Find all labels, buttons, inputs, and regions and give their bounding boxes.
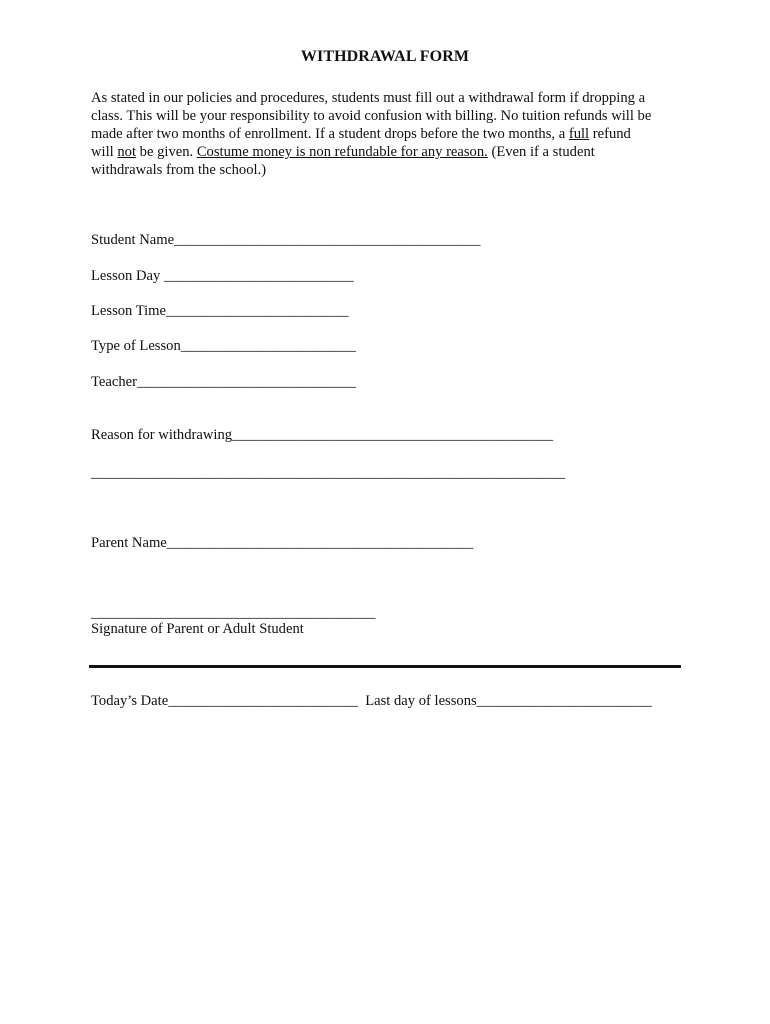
teacher-field[interactable]: Teacher______________________________ [91, 374, 356, 390]
intro-line-1: As stated in our policies and procedures, students must fill out a withdrawal form if dropping a [91, 90, 646, 106]
lesson-time-field[interactable]: Lesson Time_________________________ [91, 303, 349, 319]
intro-costume-notice: Costume money is non refundable for any reason. [196, 144, 488, 160]
last-day-of-lessons-field[interactable]: Last day of lessons________________________ [365, 693, 652, 709]
type-of-lesson-field[interactable]: Type of Lesson________________________ [91, 338, 356, 354]
intro-full-emphasis: full [568, 126, 590, 142]
section-divider [89, 665, 681, 668]
intro-line-3-end: refund [589, 126, 631, 142]
page-title: WITHDRAWAL FORM [300, 48, 470, 65]
signature-label: Signature of Parent or Adult Student [91, 621, 304, 637]
lesson-day-field[interactable]: Lesson Day __________________________ [91, 268, 354, 284]
intro-line-2: class. This will be your responsibility to avoid confusion with billing. No tuition refunds will be [91, 108, 652, 124]
intro-line-4-start: will [91, 144, 118, 160]
intro-line-4-middle: be given. [136, 144, 197, 160]
intro-not-emphasis: not [117, 144, 137, 160]
reason-field[interactable]: Reason for withdrawing____________________________________________ [91, 427, 554, 443]
intro-paragraph [91, 89, 691, 179]
intro-line-4-end: (Even if a student [487, 144, 595, 160]
intro-line-3-text: made after two months of enrollment. If a student drops before the two months, a [91, 126, 569, 142]
student-name-field[interactable]: Student Name__________________________________________ [91, 232, 481, 248]
date-row [91, 693, 652, 710]
intro-line-5: withdrawals from the school.) [91, 162, 267, 178]
reason-continuation-line[interactable]: _________________________________________________________________ [91, 465, 566, 481]
signature-line[interactable]: _______________________________________ [91, 605, 376, 621]
parent-name-field[interactable]: Parent Name__________________________________________ [91, 535, 474, 551]
todays-date-field[interactable]: Today’s Date__________________________ [91, 693, 358, 709]
